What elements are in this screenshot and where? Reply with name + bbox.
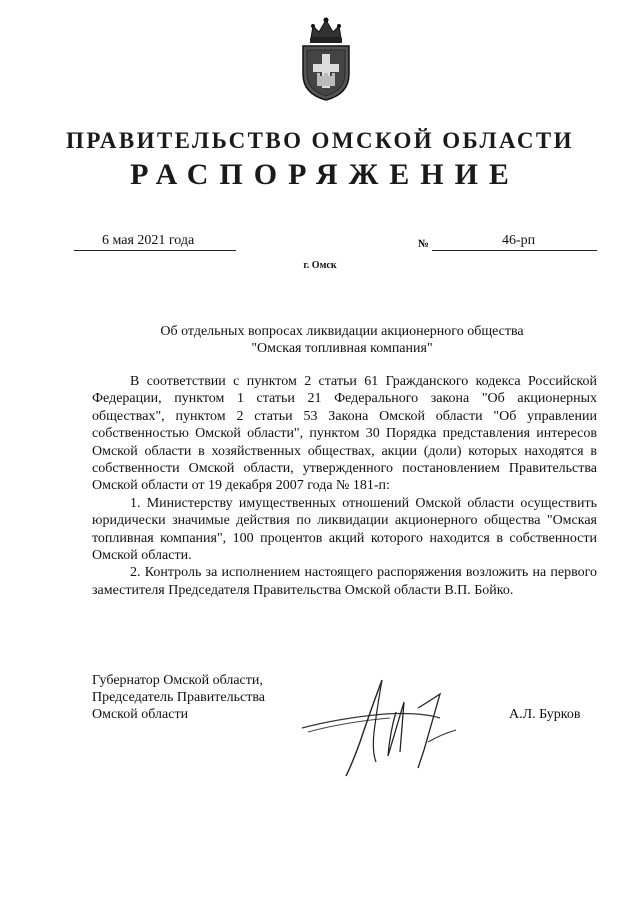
subject-line-2: "Омская топливная компания" — [251, 341, 433, 356]
signer-name: А.Л. Бурков — [509, 707, 581, 722]
number-sign: № — [418, 238, 430, 250]
coat-of-arms-icon — [297, 16, 355, 102]
preamble-paragraph: В соответствии с пунктом 2 статьи 61 Гражданского кодекса Российской Федерации, пунктом 1 статьи 21 Федерального закона "Об акционерных обществах", пунктом 2 статьи 53 Закона Омской области "Об управлении собственностью Омской области", пунктом 30 Порядка представления интересов Омской области в хозяйственных обществах, акции (доли) которых находятся в собственности Омской области, утвержденного постановлением Правительства Омской области от 19 декабря 2007 года № 181-п: — [92, 374, 597, 494]
document-body — [92, 373, 597, 599]
city-label: г. Омск — [303, 260, 337, 271]
item-2-paragraph: 2. Контроль за исполнением настоящего распоряжения возложить на первого заместителя Председателя Правительства Омской области В.П. Бойко. — [92, 565, 597, 598]
document-date: 6 мая 2021 года — [102, 233, 195, 248]
organization-title: ПРАВИТЕЛЬСТВО ОМСКОЙ ОБЛАСТИ — [66, 128, 574, 153]
document-number: 46-рп — [502, 233, 536, 248]
subject-line-1: Об отдельных вопросах ликвидации акционерного общества — [160, 324, 524, 339]
signature-icon — [300, 672, 470, 782]
item-1-paragraph: 1. Министерству имущественных отношений Омской области осуществить юридически значимые действия по ликвидации акционерного общества "Омская топливная компания", 100 процентов акций которого находится в собственности Омской области. — [92, 495, 597, 564]
document-type-title: РАСПОРЯЖЕНИЕ — [130, 158, 520, 191]
document-subject — [92, 323, 592, 357]
signer-title-line-1: Губернатор Омской области, — [92, 673, 263, 688]
signer-title-line-3: Омской области — [92, 707, 189, 723]
signer-title — [92, 672, 265, 724]
signer-title-line-2: Председатель Правительства — [92, 690, 265, 706]
